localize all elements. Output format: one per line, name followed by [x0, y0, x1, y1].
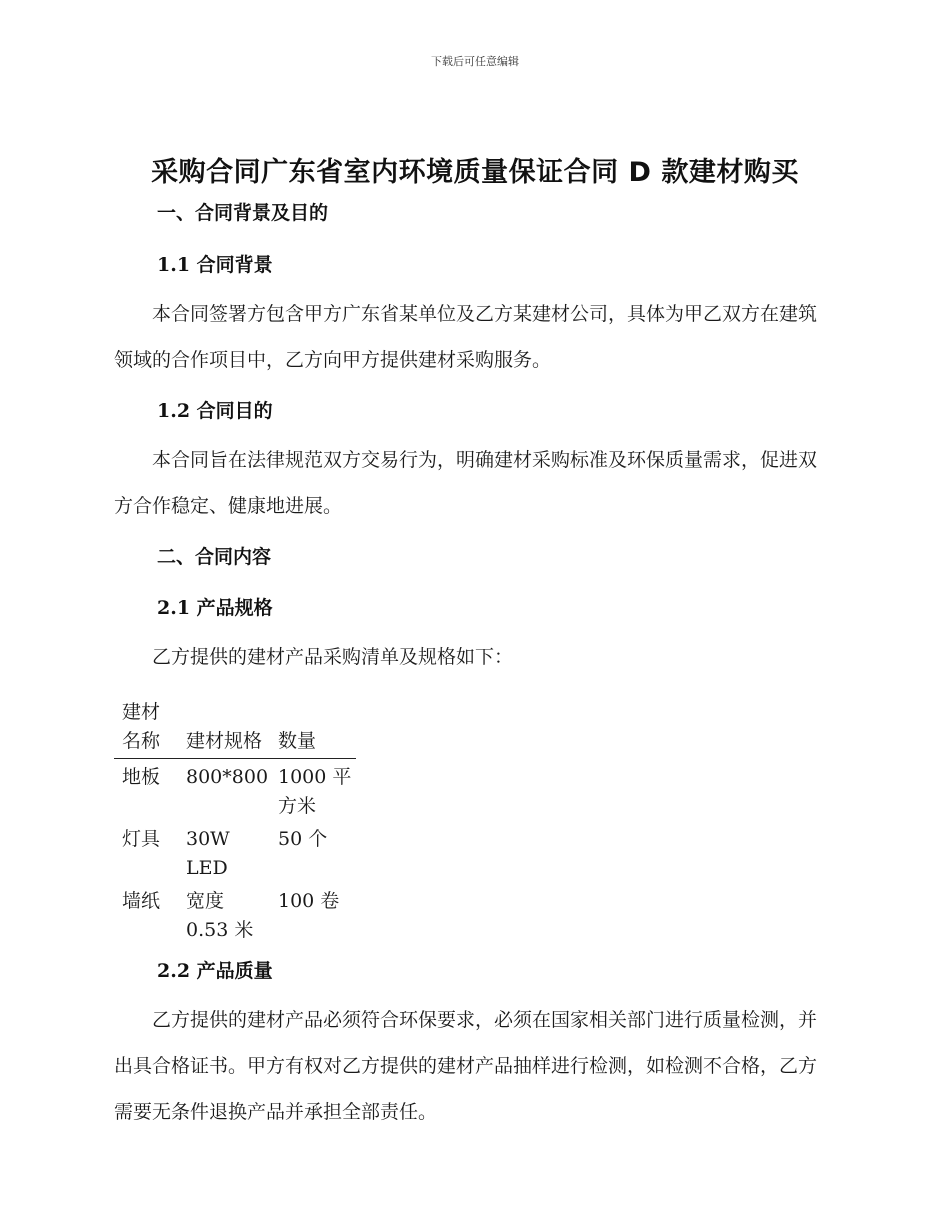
col-header-name: 建材名称	[114, 698, 178, 759]
cell-spec: 宽度 0.53 米	[186, 890, 254, 941]
section-1-1-heading: 1.1 合同背景	[157, 254, 273, 276]
section-1-1-paragraph: 本合同签署方包含甲方广东省某单位及乙方某建材公司，具体为甲乙双方在建筑领域的合作项目中，乙方向甲方提供建材采购服务。	[114, 303, 818, 371]
cell-qty: 50 个	[278, 828, 328, 850]
cell-spec: 30W LED	[186, 828, 230, 879]
section-2-1-heading: 2.1 产品规格	[157, 597, 273, 619]
section-2-2-heading: 2.2 产品质量	[157, 960, 273, 982]
cell-spec: 800*800	[186, 766, 269, 788]
table-row	[114, 759, 356, 822]
col-header-qty: 数量	[270, 698, 356, 759]
cell-qty: 1000 平方米	[278, 766, 352, 817]
section-2-1-paragraph: 乙方提供的建材产品采购清单及规格如下：	[152, 646, 514, 668]
cell-name: 墙纸	[122, 890, 161, 912]
table-row	[114, 883, 356, 945]
section-1-heading: 一、合同背景及目的	[157, 202, 329, 224]
spec-table	[114, 698, 356, 945]
section-1-2-paragraph: 本合同旨在法律规范双方交易行为，明确建材采购标准及环保质量需求，促进双方合作稳定、健康地进展。	[114, 449, 818, 517]
section-2-2-paragraph: 乙方提供的建材产品必须符合环保要求，必须在国家相关部门进行质量检测，并出具合格证书。甲方有权对乙方提供的建材产品抽样进行检测，如检测不合格，乙方需要无条件退换产品并承担全部责任。	[114, 1009, 818, 1123]
section-1-2-heading: 1.2 合同目的	[157, 400, 273, 422]
table-row	[114, 821, 356, 883]
cell-name: 灯具	[122, 828, 161, 850]
document-title: 采购合同广东省室内环境质量保证合同 D 款建材购买	[151, 157, 799, 188]
page-header-note: 下载后可任意编辑	[431, 55, 519, 68]
cell-qty: 100 卷	[278, 890, 340, 912]
section-2-heading: 二、合同内容	[157, 546, 272, 568]
table-header-row	[114, 698, 356, 759]
col-header-spec: 建材规格	[178, 698, 270, 759]
cell-name: 地板	[122, 766, 161, 788]
